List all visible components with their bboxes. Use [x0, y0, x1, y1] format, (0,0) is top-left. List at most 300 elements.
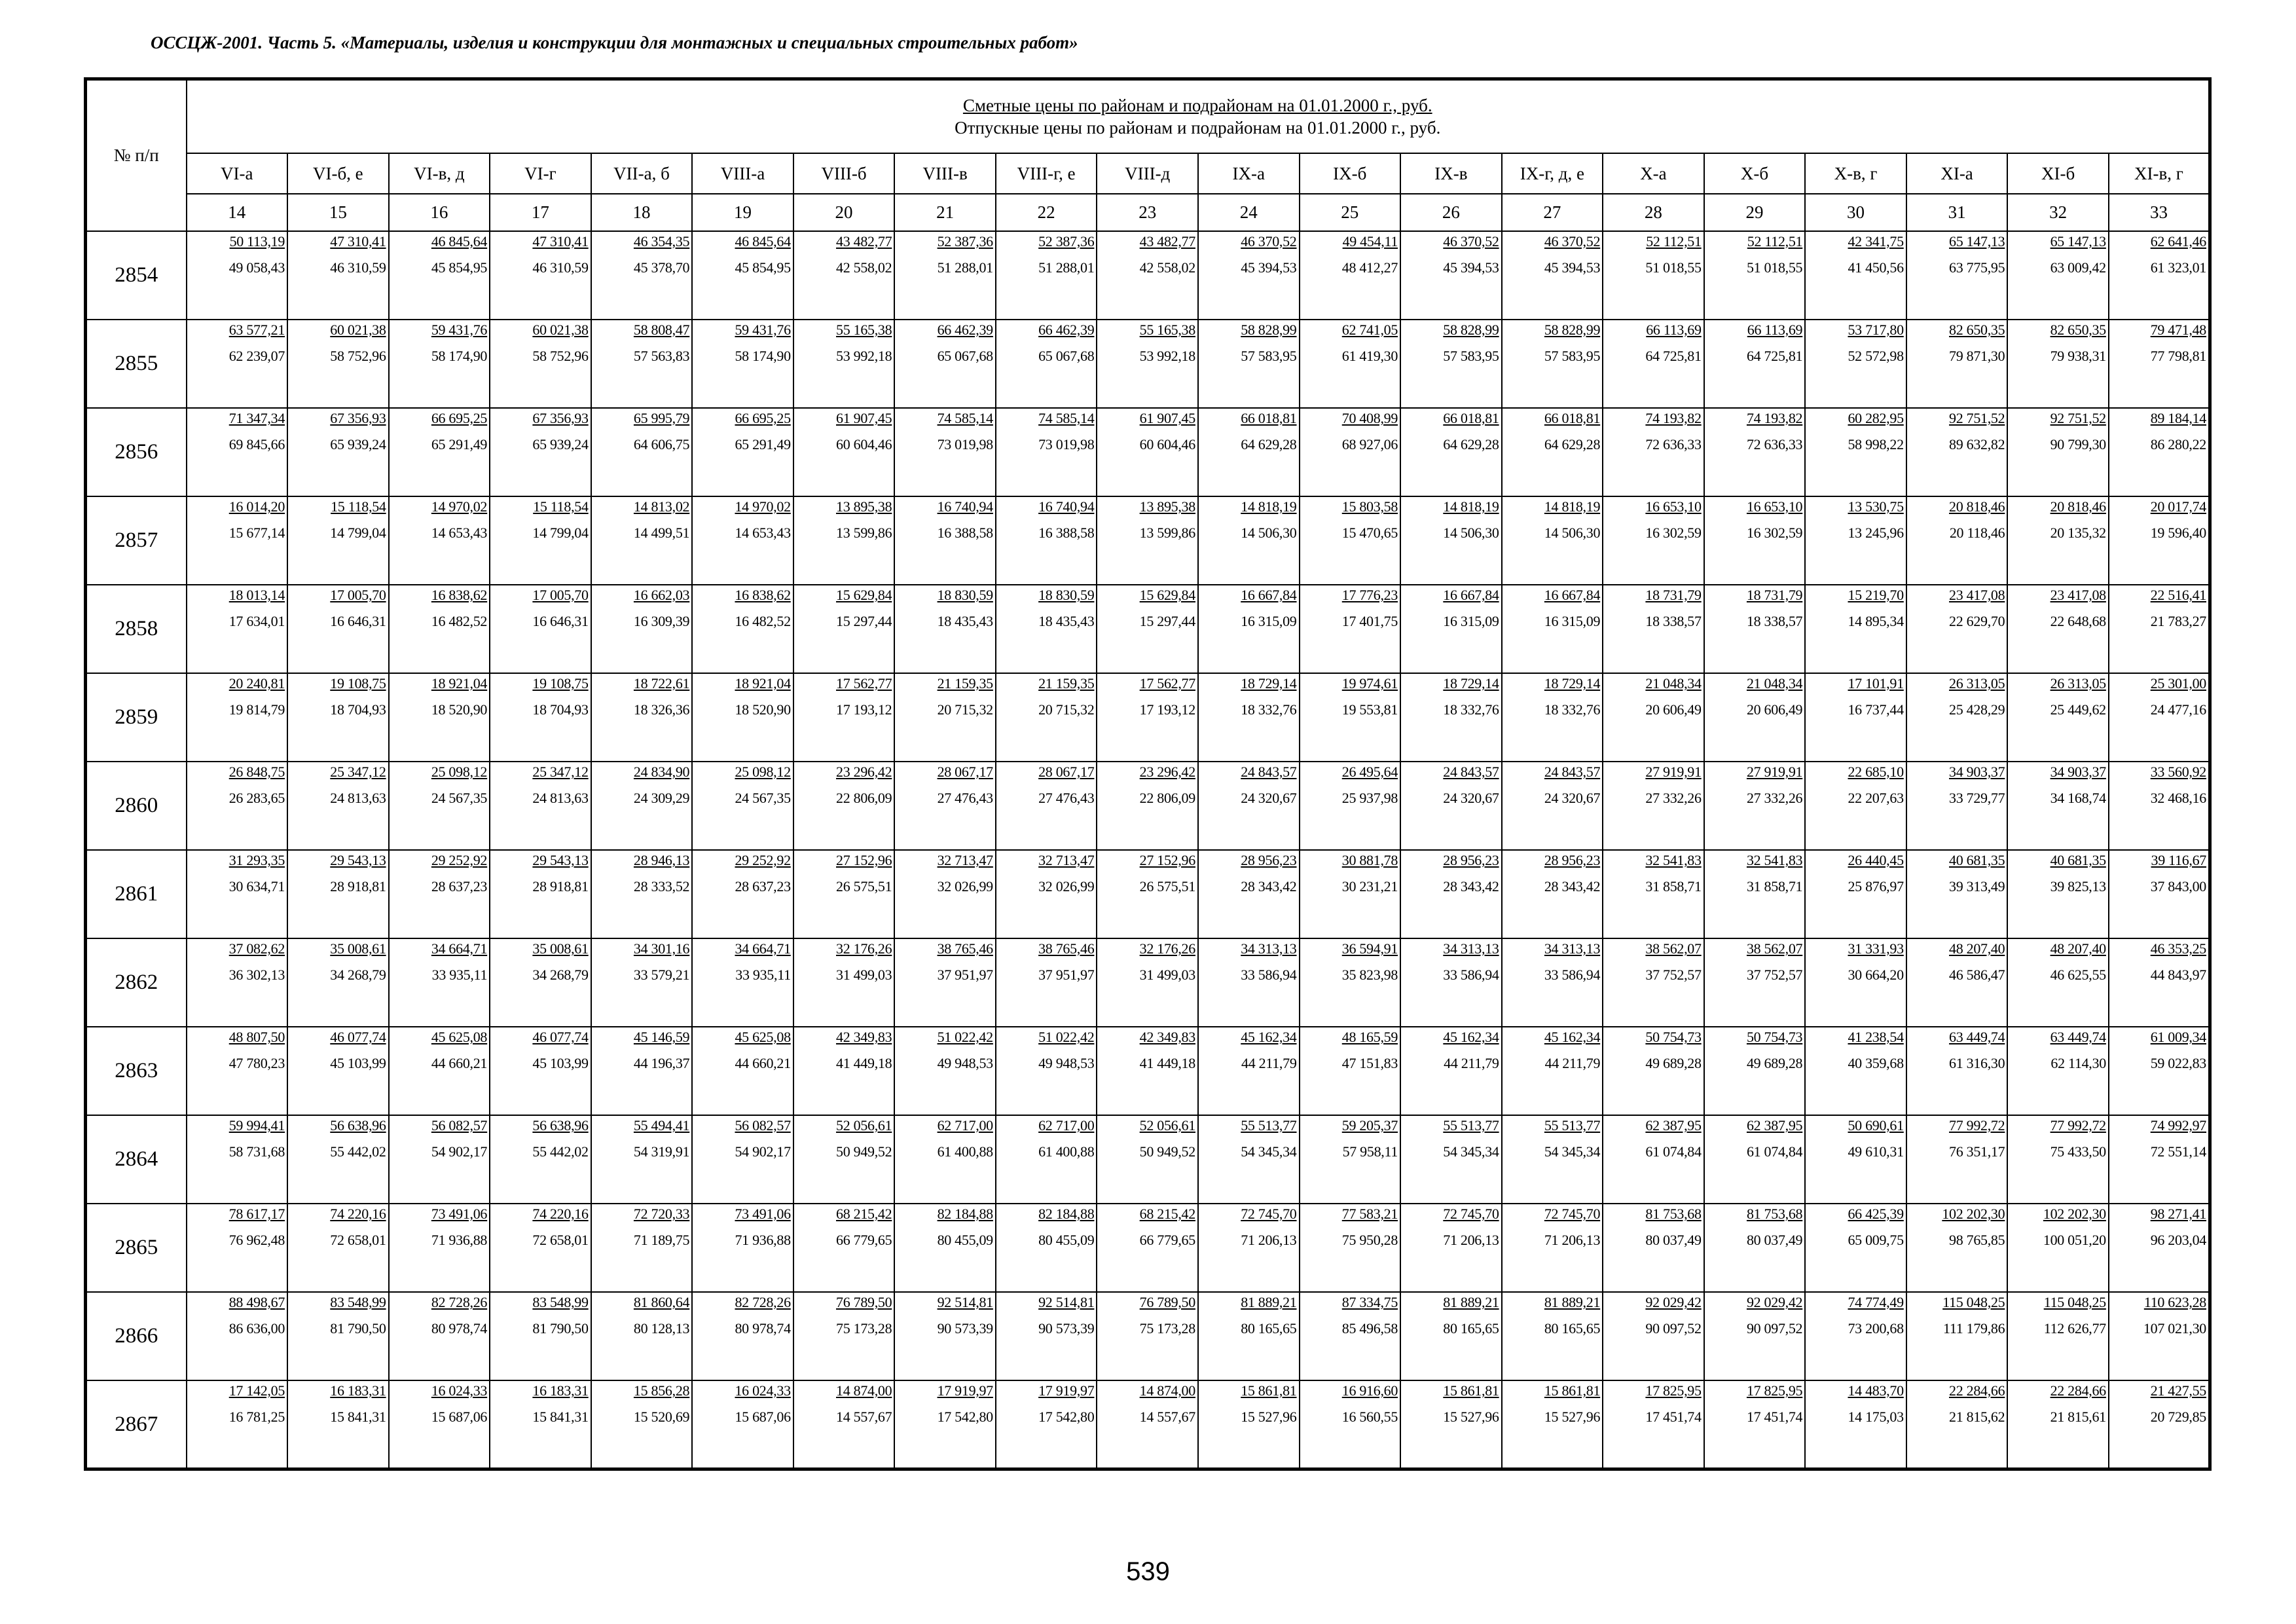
price-cell: [793, 850, 895, 938]
price-cell: [389, 1380, 490, 1469]
estimate-price: 62 641,46: [2150, 233, 2206, 249]
estimate-price: 32 176,26: [1139, 940, 1195, 957]
price-cell: [1502, 1204, 1603, 1292]
column-number: 23: [1097, 194, 1198, 231]
estimate-price: 14 874,00: [836, 1382, 892, 1399]
table-row: [86, 673, 2210, 762]
price-cell: [894, 938, 996, 1027]
estimate-price: 35 008,61: [532, 940, 589, 957]
release-price: 72 636,33: [1645, 436, 1702, 453]
price-cell: [996, 496, 1097, 585]
price-cell: [187, 1027, 288, 1115]
price-cell: [1097, 938, 1198, 1027]
estimate-price: 48 207,40: [2050, 940, 2106, 957]
estimate-price: 16 667,84: [1544, 587, 1601, 604]
estimate-price: 67 356,93: [330, 410, 386, 427]
release-price: 14 506,30: [1544, 525, 1601, 542]
price-cell: [1603, 938, 1704, 1027]
estimate-price: 16 024,33: [735, 1382, 791, 1399]
release-price: 18 326,36: [633, 701, 690, 718]
estimate-price: 66 695,25: [431, 410, 488, 427]
release-price: 80 978,74: [735, 1320, 791, 1337]
release-price: 33 586,94: [1443, 967, 1499, 984]
estimate-price: 15 629,84: [1139, 587, 1195, 604]
release-price: 30 634,71: [228, 878, 285, 895]
row-number: 2855: [86, 320, 187, 408]
estimate-price: 25 347,12: [330, 764, 386, 781]
estimate-price: 15 861,81: [1443, 1382, 1499, 1399]
release-price: 58 752,96: [532, 348, 589, 365]
table-row: [86, 1380, 2210, 1469]
price-cell: [490, 496, 591, 585]
release-price: 28 343,42: [1241, 878, 1297, 895]
price-cell: [692, 1204, 793, 1292]
estimate-price: 28 067,17: [937, 764, 993, 781]
release-price: 44 211,79: [1544, 1055, 1601, 1072]
release-price: 24 320,67: [1544, 790, 1601, 807]
release-price: 16 482,52: [735, 613, 791, 630]
price-cell: [692, 1380, 793, 1469]
price-cell: [1097, 850, 1198, 938]
table-row: [86, 1115, 2210, 1204]
estimate-price: 25 347,12: [532, 764, 589, 781]
release-price: 30 231,21: [1341, 878, 1398, 895]
estimate-price: 18 731,79: [1645, 587, 1702, 604]
release-price: 58 174,90: [431, 348, 488, 365]
estimate-price: 48 165,59: [1341, 1029, 1398, 1046]
estimate-price: 33 560,92: [2150, 764, 2206, 781]
column-number: 14: [187, 194, 288, 231]
price-cell: [1805, 1115, 1906, 1204]
release-price: 18 332,76: [1443, 701, 1499, 718]
price-cell: [1805, 1027, 1906, 1115]
price-cell: [692, 938, 793, 1027]
estimate-price: 78 617,17: [228, 1206, 285, 1223]
release-price: 18 520,90: [735, 701, 791, 718]
price-cell: [1400, 585, 1502, 673]
estimate-price: 17 101,91: [1848, 675, 1904, 692]
estimate-price: 17 142,05: [228, 1382, 285, 1399]
estimate-price: 26 440,45: [1848, 852, 1904, 869]
estimate-price: 92 751,52: [2050, 410, 2106, 427]
table-row: [86, 1027, 2210, 1115]
price-cell: [389, 585, 490, 673]
estimate-price: 76 789,50: [836, 1294, 892, 1311]
estimate-price: 18 729,14: [1544, 675, 1601, 692]
release-price: 98 765,85: [1949, 1232, 2005, 1249]
price-cell: [1704, 408, 1806, 496]
release-price: 54 345,34: [1443, 1143, 1499, 1160]
estimate-price: 60 282,95: [1848, 410, 1904, 427]
estimate-price: 34 903,37: [2050, 764, 2106, 781]
column-number: 19: [692, 194, 793, 231]
price-cell: [996, 1292, 1097, 1380]
release-price: 72 658,01: [330, 1232, 386, 1249]
row-number: 2861: [86, 850, 187, 938]
release-price: 16 388,58: [1038, 525, 1095, 542]
estimate-price: 42 349,83: [836, 1029, 892, 1046]
estimate-price: 15 118,54: [331, 498, 386, 515]
price-cell: [187, 320, 288, 408]
price-cell: [591, 762, 693, 850]
release-price: 55 442,02: [330, 1143, 386, 1160]
estimate-price: 58 808,47: [633, 322, 690, 339]
release-price: 46 310,59: [532, 259, 589, 276]
estimate-price: 66 113,69: [1646, 322, 1702, 339]
release-price: 16 302,59: [1746, 525, 1803, 542]
release-price: 63 009,42: [2050, 259, 2106, 276]
estimate-price: 49 454,11: [1342, 233, 1398, 249]
release-price: 28 343,42: [1544, 878, 1601, 895]
release-price: 81 790,50: [330, 1320, 386, 1337]
release-price: 24 567,35: [735, 790, 791, 807]
release-price: 80 037,49: [1746, 1232, 1803, 1249]
release-price: 17 451,74: [1746, 1409, 1803, 1426]
price-cell: [2109, 320, 2210, 408]
estimate-price: 17 005,70: [532, 587, 589, 604]
price-cell: [287, 408, 389, 496]
estimate-price: 81 753,68: [1645, 1206, 1702, 1223]
release-price: 64 629,28: [1544, 436, 1601, 453]
estimate-price: 32 713,47: [937, 852, 993, 869]
price-cell: [1603, 1204, 1704, 1292]
estimate-price: 76 789,50: [1139, 1294, 1195, 1311]
release-price: 16 315,09: [1443, 613, 1499, 630]
estimate-price: 14 874,00: [1139, 1382, 1195, 1399]
price-cell: [1906, 585, 2008, 673]
release-price: 28 637,23: [735, 878, 791, 895]
price-cell: [1906, 850, 2008, 938]
release-price: 15 841,31: [532, 1409, 589, 1426]
price-cell: [2007, 231, 2109, 320]
release-price: 24 813,63: [330, 790, 386, 807]
estimate-price: 28 067,17: [1038, 764, 1095, 781]
estimate-price: 79 471,48: [2150, 322, 2206, 339]
release-price: 37 752,57: [1645, 967, 1702, 984]
estimate-price: 28 946,13: [633, 852, 690, 869]
price-cell: [591, 231, 693, 320]
estimate-price: 20 240,81: [228, 675, 285, 692]
price-cell: [1400, 320, 1502, 408]
estimate-price: 17 005,70: [330, 587, 386, 604]
price-cell: [1300, 320, 1401, 408]
release-price: 51 018,55: [1645, 259, 1702, 276]
estimate-price: 29 543,13: [330, 852, 386, 869]
region-header: VI-а: [187, 153, 288, 194]
column-number: 31: [1906, 194, 2008, 231]
price-cell: [894, 1380, 996, 1469]
release-price: 51 288,01: [1038, 259, 1095, 276]
release-price-caption: Отпускные цены по районам и подрайонам на 01.01.2000 г., руб.: [955, 118, 1441, 138]
price-cell: [894, 850, 996, 938]
release-price: 17 193,12: [836, 701, 892, 718]
release-price: 35 823,98: [1341, 967, 1398, 984]
estimate-price: 38 765,46: [1038, 940, 1095, 957]
price-cell: [1603, 762, 1704, 850]
estimate-price: 23 417,08: [1949, 587, 2005, 604]
release-price: 16 315,09: [1241, 613, 1297, 630]
estimate-price: 22 284,66: [1949, 1382, 2005, 1399]
release-price: 53 992,18: [836, 348, 892, 365]
estimate-price: 22 284,66: [2050, 1382, 2106, 1399]
price-cell: [692, 673, 793, 762]
release-price: 19 814,79: [228, 701, 285, 718]
price-cell: [692, 231, 793, 320]
price-cell: [490, 585, 591, 673]
release-price: 22 207,63: [1848, 790, 1904, 807]
estimate-price: 15 629,84: [836, 587, 892, 604]
price-cell: [692, 408, 793, 496]
price-cell: [1400, 408, 1502, 496]
price-cell: [187, 408, 288, 496]
release-price: 47 780,23: [228, 1055, 285, 1072]
estimate-price: 66 462,39: [937, 322, 993, 339]
price-cell: [1603, 1292, 1704, 1380]
price-cell: [2109, 1204, 2210, 1292]
price-cell: [287, 1115, 389, 1204]
release-price: 80 455,09: [937, 1232, 993, 1249]
release-price: 64 725,81: [1746, 348, 1803, 365]
estimate-price: 50 690,61: [1848, 1117, 1904, 1134]
estimate-price: 46 077,74: [532, 1029, 589, 1046]
price-cell: [1400, 1380, 1502, 1469]
release-price: 20 715,32: [1038, 701, 1095, 718]
price-cell: [1198, 408, 1300, 496]
estimate-price: 43 482,77: [1139, 233, 1195, 249]
estimate-price: 72 745,70: [1241, 1206, 1297, 1223]
release-price: 16 302,59: [1645, 525, 1702, 542]
estimate-price: 24 843,57: [1443, 764, 1499, 781]
release-price: 16 309,39: [633, 613, 690, 630]
estimate-price: 81 889,21: [1241, 1294, 1297, 1311]
release-price: 42 558,02: [1139, 259, 1195, 276]
price-cell: [2109, 938, 2210, 1027]
estimate-price: 66 462,39: [1038, 322, 1095, 339]
estimate-price: 63 449,74: [1949, 1029, 2005, 1046]
estimate-price: 55 513,77: [1443, 1117, 1499, 1134]
estimate-price: 50 754,73: [1746, 1029, 1803, 1046]
estimate-price: 67 356,93: [532, 410, 589, 427]
price-cell: [793, 320, 895, 408]
estimate-price: 20 818,46: [2050, 498, 2106, 515]
estimate-price: 18 921,04: [431, 675, 488, 692]
price-cell: [2007, 320, 2109, 408]
price-cell: [1805, 850, 1906, 938]
page-number: 539: [1126, 1557, 1170, 1586]
release-price: 27 332,26: [1746, 790, 1803, 807]
estimate-price: 22 685,10: [1848, 764, 1904, 781]
price-cell: [1603, 1027, 1704, 1115]
estimate-price: 66 018,81: [1544, 410, 1601, 427]
estimate-price: 115 048,25: [1942, 1294, 2005, 1311]
estimate-price: 48 207,40: [1949, 940, 2005, 957]
estimate-price: 16 024,33: [431, 1382, 488, 1399]
estimate-price: 15 118,54: [533, 498, 589, 515]
estimate-price: 65 995,79: [633, 410, 690, 427]
estimate-price: 14 818,19: [1544, 498, 1601, 515]
price-cell: [1805, 1204, 1906, 1292]
estimate-price: 58 828,99: [1544, 322, 1601, 339]
estimate-price: 32 176,26: [836, 940, 892, 957]
price-cell: [793, 1380, 895, 1469]
estimate-price: 24 843,57: [1241, 764, 1297, 781]
price-cell: [187, 762, 288, 850]
price-cell: [2007, 1380, 2109, 1469]
price-cell: [490, 1204, 591, 1292]
price-cell: [287, 1027, 389, 1115]
estimate-price: 45 146,59: [633, 1029, 690, 1046]
estimate-price: 65 147,13: [1949, 233, 2005, 249]
release-price: 16 737,44: [1848, 701, 1904, 718]
release-price: 14 506,30: [1443, 525, 1499, 542]
price-cell: [1502, 762, 1603, 850]
price-cell: [1400, 673, 1502, 762]
region-header: VI-в, д: [389, 153, 490, 194]
price-cell: [1906, 1292, 2008, 1380]
release-price: 30 664,20: [1848, 967, 1904, 984]
release-price: 17 401,75: [1341, 613, 1398, 630]
release-price: 64 629,28: [1241, 436, 1297, 453]
release-price: 24 477,16: [2150, 701, 2206, 718]
release-price: 15 841,31: [330, 1409, 386, 1426]
estimate-price: 92 029,42: [1645, 1294, 1702, 1311]
release-price: 22 806,09: [1139, 790, 1195, 807]
estimate-price: 77 992,72: [2050, 1117, 2106, 1134]
price-cell: [591, 1292, 693, 1380]
price-cell: [2109, 496, 2210, 585]
release-price: 24 320,67: [1443, 790, 1499, 807]
estimate-price: 16 740,94: [1038, 498, 1095, 515]
release-price: 46 586,47: [1949, 967, 2005, 984]
price-cell: [793, 231, 895, 320]
region-header: X-б: [1704, 153, 1806, 194]
release-price: 14 506,30: [1241, 525, 1297, 542]
price-cell: [1906, 1027, 2008, 1115]
estimate-price: 32 541,83: [1645, 852, 1702, 869]
price-cell: [1906, 1115, 2008, 1204]
release-price: 14 799,04: [330, 525, 386, 542]
price-cell: [1198, 938, 1300, 1027]
estimate-price: 16 838,62: [735, 587, 791, 604]
estimate-price: 21 159,35: [1038, 675, 1095, 692]
price-cell: [591, 408, 693, 496]
release-price: 66 779,65: [836, 1232, 892, 1249]
price-cell: [1400, 1115, 1502, 1204]
estimate-price: 27 152,96: [836, 852, 892, 869]
price-cell: [1400, 850, 1502, 938]
price-cell: [1198, 1292, 1300, 1380]
release-price: 24 320,67: [1241, 790, 1297, 807]
release-price: 44 196,37: [633, 1055, 690, 1072]
price-cell: [692, 320, 793, 408]
estimate-price: 47 310,41: [330, 233, 386, 249]
price-cell: [1603, 320, 1704, 408]
estimate-price: 60 021,38: [330, 322, 386, 339]
estimate-price: 83 548,99: [330, 1294, 386, 1311]
release-price: 16 482,52: [431, 613, 488, 630]
table-row: [86, 496, 2210, 585]
release-price: 41 449,18: [836, 1055, 892, 1072]
price-cell: [692, 1292, 793, 1380]
estimate-price: 28 956,23: [1241, 852, 1297, 869]
release-price: 17 634,01: [228, 613, 285, 630]
estimate-price: 17 776,23: [1341, 587, 1398, 604]
estimate-price: 15 803,58: [1341, 498, 1398, 515]
estimate-price: 16 667,84: [1241, 587, 1297, 604]
price-cell: [389, 1115, 490, 1204]
column-number: 33: [2109, 194, 2210, 231]
estimate-price: 74 220,16: [532, 1206, 589, 1223]
release-price: 16 315,09: [1544, 613, 1601, 630]
release-price: 65 939,24: [532, 436, 589, 453]
estimate-price: 52 056,61: [1139, 1117, 1195, 1134]
release-price: 61 074,84: [1645, 1143, 1702, 1160]
price-cell: [2109, 231, 2210, 320]
price-cell: [1603, 585, 1704, 673]
estimate-price: 43 482,77: [836, 233, 892, 249]
release-price: 28 343,42: [1443, 878, 1499, 895]
estimate-price: 38 562,07: [1645, 940, 1702, 957]
price-cell: [1400, 231, 1502, 320]
estimate-price: 63 449,74: [2050, 1029, 2106, 1046]
release-price: 57 583,95: [1544, 348, 1601, 365]
release-price: 13 599,86: [1139, 525, 1195, 542]
estimate-price: 13 530,75: [1848, 498, 1904, 515]
price-cell: [1198, 1204, 1300, 1292]
row-number: 2866: [86, 1292, 187, 1380]
release-price: 32 026,99: [937, 878, 993, 895]
release-price: 14 557,67: [1139, 1409, 1195, 1426]
price-cell: [1603, 850, 1704, 938]
release-price: 61 419,30: [1341, 348, 1398, 365]
estimate-price: 17 825,95: [1645, 1382, 1702, 1399]
release-price: 40 359,68: [1848, 1055, 1904, 1072]
price-cell: [1300, 938, 1401, 1027]
release-price: 76 962,48: [228, 1232, 285, 1249]
price-cell: [591, 585, 693, 673]
estimate-price: 62 717,00: [937, 1117, 993, 1134]
price-cell: [793, 1027, 895, 1115]
estimate-price: 24 843,57: [1544, 764, 1601, 781]
price-cell: [1704, 1380, 1806, 1469]
estimate-price: 52 387,36: [1038, 233, 1095, 249]
estimate-price: 15 856,28: [633, 1382, 690, 1399]
estimate-price: 72 745,70: [1443, 1206, 1499, 1223]
estimate-price: 92 514,81: [937, 1294, 993, 1311]
release-price: 61 400,88: [937, 1143, 993, 1160]
price-cell: [1805, 673, 1906, 762]
release-price: 90 097,52: [1746, 1320, 1803, 1337]
estimate-price: 52 112,51: [1646, 233, 1702, 249]
price-cell: [1198, 496, 1300, 585]
price-cell: [591, 320, 693, 408]
estimate-price: 59 431,76: [735, 322, 791, 339]
release-price: 34 268,79: [330, 967, 386, 984]
release-price: 71 206,13: [1544, 1232, 1601, 1249]
release-price: 32 026,99: [1038, 878, 1095, 895]
release-price: 16 646,31: [330, 613, 386, 630]
estimate-price: 18 722,61: [633, 675, 690, 692]
release-price: 57 563,83: [633, 348, 690, 365]
estimate-price: 18 729,14: [1241, 675, 1297, 692]
estimate-price: 74 992,97: [2150, 1117, 2206, 1134]
price-cell: [287, 1380, 389, 1469]
release-price: 90 799,30: [2050, 436, 2106, 453]
price-cell: [1300, 408, 1401, 496]
release-price: 49 948,53: [1038, 1055, 1095, 1072]
estimate-price: 16 653,10: [1645, 498, 1702, 515]
price-cell: [591, 496, 693, 585]
